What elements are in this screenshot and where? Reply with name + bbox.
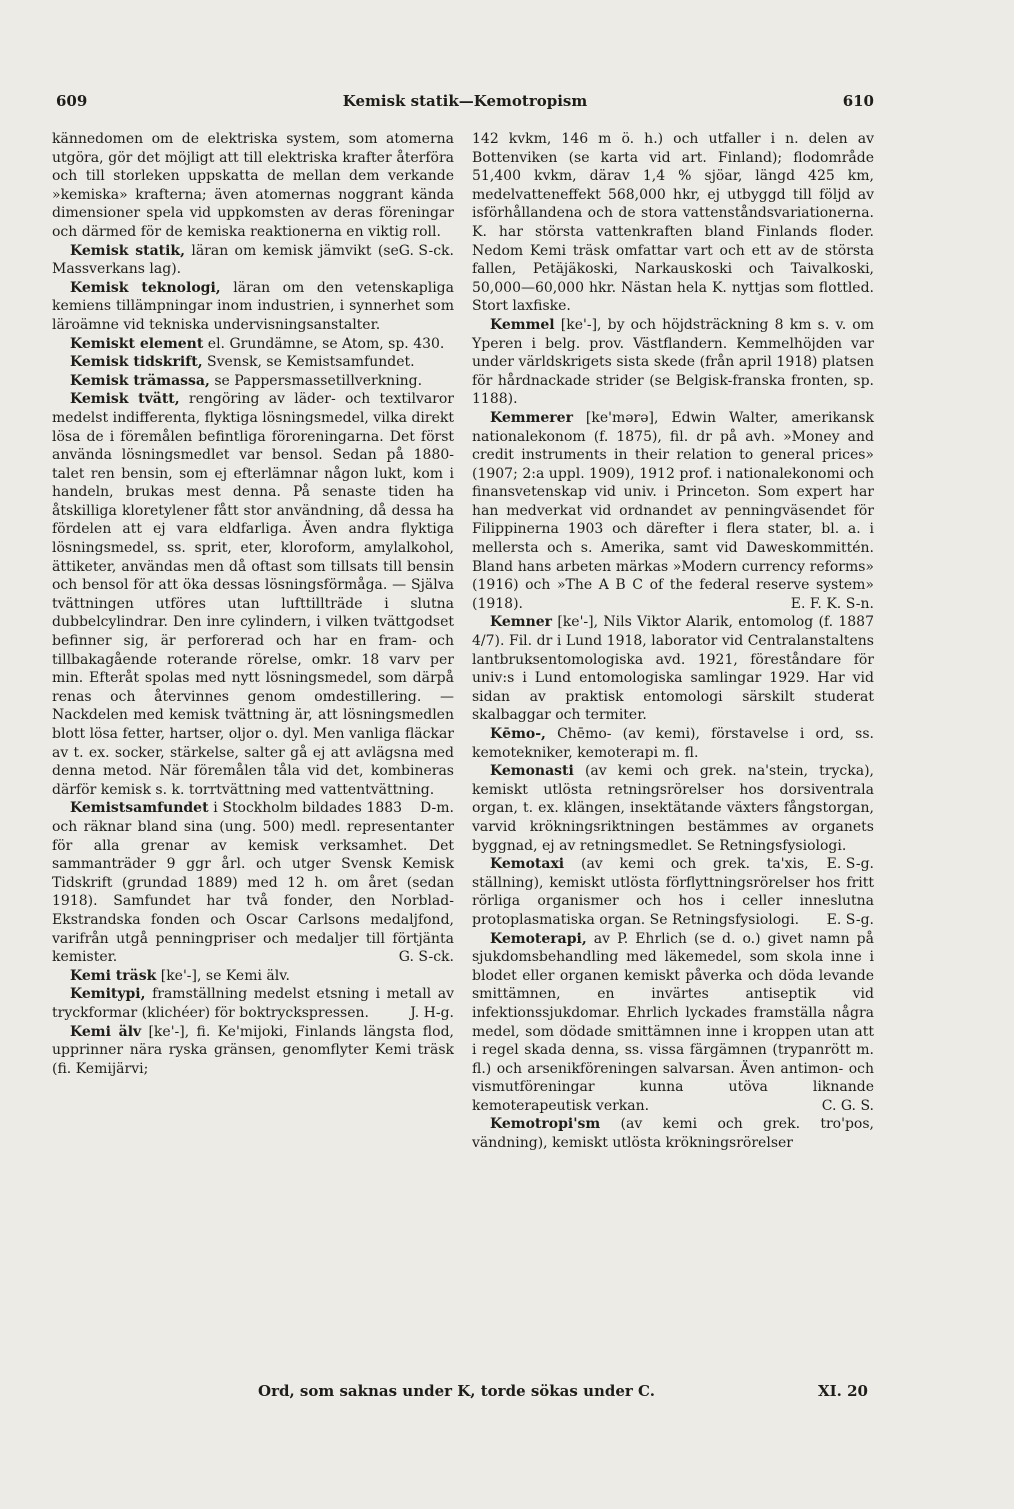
entry-headword: Kemmerer <box>490 409 573 426</box>
entry-text: [ke'-], by och höjdsträckning 8 km s. v. om Yperen i belg. prov. Västflandern. Kemmelhöjden var under världskrigets sista skede (från april 1918) platsen för hårdnackade strider (se Belgisk-franska fronten, sp. 1188). <box>472 316 874 408</box>
entry-headword: Kemitypi, <box>70 986 146 1003</box>
entry-headword: Kemmel <box>490 316 555 333</box>
article-entry <box>52 279 454 335</box>
author-signature: G. S-ck. <box>398 949 454 966</box>
entry-headword: Kemisk tvätt, <box>70 391 180 408</box>
entry-text: [ke'-], se Kemi älv. <box>156 967 290 984</box>
entry-text: kännedomen om de elektriska system, som atomerna utgöra, gör det möjligt att till elektriska krafter återföra och till storleken uppskatta de mellan dem verkande »kemiska» krafterna; även atomernas noggrant kända dimensioner spela vid uppkomsten av deras föreningar och därmed för de kemiska reaktionerna en viktig roll. <box>52 131 454 240</box>
article-entry <box>52 335 454 354</box>
entry-text: [ke'-], fi. Ke'mijoki, Finlands längsta flod, upprinner nära ryska gränsen, genomflyter Kemi träsk (fi. Kemijärvi; <box>52 1023 454 1077</box>
entry-headword: Kēmo-, <box>490 726 546 742</box>
article-entry <box>52 985 454 1022</box>
entry-headword: Kemi älv <box>70 1023 142 1040</box>
entry-text: (av kemi och grek. na'stein, trycka), kemiskt utlösta retningsrörelser hos dorsiventrala organ, t. ex. klängen, insektätande växters fångstorgan, varvid krökningsriktningen bestämmes av organets byggnad, ej av retningsmedlet. Se Retningsfysiologi. <box>472 763 874 854</box>
author-signature: E. F. K. S-n. <box>790 595 874 612</box>
entry-text: läran om kemisk jämvikt (se Massverkans lag). <box>52 242 399 278</box>
page-number-right: 610 <box>842 92 874 110</box>
article-entry <box>52 1023 454 1079</box>
entry-headword: Kemi träsk <box>70 967 157 984</box>
entry-headword: Kemotaxi <box>490 856 565 873</box>
entry-text: (av kemi och grek. ta'xis, ställning), kemiskt utlösta förflyttningsrörelser hos fritt rörliga organismer och hos i celler inneslutna protoplasmatiska organ. Se Retningsfysiologi. <box>472 856 874 928</box>
entry-headword: Kemner <box>490 614 553 631</box>
article-entry <box>472 1115 874 1152</box>
page-number-left: 609 <box>56 92 88 110</box>
entry-text: i Stockholm bildades 1883 och räknar bland sina (ung. 500) medl. representanter för alla grenar av kemisk verksamhet. Det sammanträder 9 ggr årl. och utger Svensk Kemisk Tidskrift (grundad 1889) med 12 h. om året (sedan 1918). Samfundet har två fonder, den Norblad-Ekstrandska fonden och Oscar Carlsons medaljfond, varifrån utgå penningpriser och medaljer till förtjänta kemister. <box>52 800 454 966</box>
article-entry <box>52 242 454 279</box>
author-signature: E. S-g. <box>826 856 874 873</box>
article-entry <box>472 130 874 316</box>
entry-text: [ke'-], Nils Viktor Alarik, entomolog (f. 1887 4/7). Fil. dr i Lund 1918, laborator vid Centralanstaltens lantbruksentomologiska avd. 1921, föreståndare för univ:s i Lund entomologiska samlingar 1929. Har vid sidan av praktisk entomologi särskilt studerat skalbaggar och termiter. <box>472 614 874 724</box>
entry-text: Svensk, se Kemistsamfundet. <box>202 354 415 371</box>
entry-text: rengöring av läder- och textilvaror medelst indifferenta, flyktiga lösningsmedel, vilka direkt lösa de i föremålen befintliga föroreningarna. Det först använda lösningsmedlet var bensol. Sedan på 1880-talet ren bensin, som ej efterlämnar någon lukt, kom i handeln, brukas mest denna. På senaste tiden ha åtskilliga kloretylener fått stor användning, då dessa ha fördelen att ej vara eldfarliga. Även andra flyktiga lösningsmedel, ss. sprit, eter, kloroform, amylalkohol, ättiketer, användas men då oftast som tillsats till bensin och bensol för att öka dessas lösningsförmåga. — Själva tvättningen utföres utan lufttillträde i slutna dubbelcylindrar. Den inre cylindern, i vilken tvättgodset befinner sig, är perforerad och har en fram- och tillbakagående roterande rörelse, omkr. 18 varv per min. Efteråt spolas med nytt lösningsmedel, som därpå renas och återvinnes genom omdestillering. — Nackdelen med kemisk tvättning är, att lösningsmedlen blott lösa fetter, hartser, oljor o. dyl. Men vanliga fläckar av t. ex. socker, stärkelse, salter gå ej att avlägsna med denna metod. När föremålen tåla vid det, kombineras därför kemisk s. k. torrtvättning med vattentvättning. <box>52 391 454 798</box>
footer-note: Ord, som saknas under K, torde sökas under C. <box>258 1382 655 1400</box>
article-entry <box>472 409 874 614</box>
entry-text: [ke'mərə], Edwin Walter, amerikansk nationalekonom (f. 1875), fil. dr på avh. »Money and credit instruments in their relation to general prices» (1907; 2:a uppl. 1909), 1912 prof. i nationalekonomi och finansvetenskap vid univ. i Princeton. Som expert har han medverkat vid ordnandet av penningväsendet för Filippinerna 1903 och därefter i flera stater, bl. a. i mellersta och s. Amerika, samt vid Daweskommittén. Bland hans arbeten märkas »Modern currency reforms» (1916) och »The A B C of the federal reserve system» (1918). <box>472 409 874 612</box>
article-entry <box>472 316 874 409</box>
entry-text: (av kemi och grek. tro'pos, vändning), kemiskt utlösta krökningsrörelser <box>472 1116 874 1152</box>
article-entry <box>52 799 454 966</box>
entry-headword: Kemonasti <box>490 763 574 780</box>
entry-headword: Kemoterapi, <box>490 930 587 947</box>
entry-headword: Kemisk trämassa, <box>70 372 210 389</box>
entry-text: el. Grundämne, se Atom, sp. 430. <box>203 335 445 352</box>
entry-headword: Kemiskt element <box>70 335 204 352</box>
article-entry <box>472 930 874 1116</box>
right-column <box>472 130 874 1153</box>
entry-headword: Kemisk tidskrift, <box>70 354 203 371</box>
entry-text: läran om den vetenskapliga kemiens tillämpningar inom industrien, i synnerhet som läroämne vid tekniska undervisningsanstalter. <box>52 279 454 333</box>
entry-headword: Kemistsamfundet <box>70 800 209 817</box>
entry-text: av P. Ehrlich (se d. o.) givet namn på sjukdomsbehandling med läkemedel, som skola inne i blodet eller organen kemiskt påverka och döda levande smittämnen, en invärtes antiseptik vid infektionssjukdomar. Ehrlich lyckades framställa några medel, som dödade smittämnen inne i kroppen utan att i regel skada denna, ss. vissa färgämnen (trypanrött m. fl.) och arsenikföreningen salvarsan. Även antimon- och vismutföreningar kunna utöva liknande kemoterapeutisk verkan. <box>472 930 874 1114</box>
entry-headword: Kemisk teknologi, <box>70 279 221 296</box>
author-signature: D-m. <box>420 800 454 817</box>
entry-text: se Pappersmassetillverkning. <box>209 372 423 389</box>
author-signature: E. S-g. <box>826 911 874 928</box>
entry-headword: Kemotropi'sm <box>490 1116 601 1133</box>
author-signature: G. S-ck. <box>398 242 454 259</box>
volume-number: XI. 20 <box>818 1382 868 1400</box>
entry-text: framställning medelst etsning i metall av tryckformar (klichéer) för boktryckspressen. <box>52 986 454 1021</box>
author-signature: J. H-g. <box>410 1004 454 1021</box>
running-title: Kemisk statik—Kemotropism <box>342 92 588 110</box>
left-column <box>52 130 454 1078</box>
page-header <box>56 92 874 116</box>
article-entry <box>52 967 454 986</box>
entry-text: Chēmo- (av kemi), förstavelse i ord, ss. kemotekniker, kemoterapi m. fl. <box>472 726 874 761</box>
article-entry <box>472 613 874 725</box>
article-entry <box>52 353 454 372</box>
entry-headword: Kemisk statik, <box>70 242 186 259</box>
author-signature: C. G. S. <box>821 1097 874 1114</box>
article-entry <box>472 725 874 762</box>
article-entry <box>52 372 454 391</box>
entry-text: 142 kvkm, 146 m ö. h.) och utfaller i n. delen av Bottenviken (se karta vid art. Finland); flodområde 51,400 kvkm, därav 1,4 % sjöar, längd 425 km, medelvatteneffekt 568,000 hkr, ej utbyggd till följd av isförhållandena och de stora vattenståndsvariationerna. K. har största vattenkraften bland Finlands floder. Nedom Kemi träsk omfattar vart och ett av de största fallen, Petäjäkoski, Narkauskoski och Taivalkoski, 50,000—60,000 hkr. Nästan hela K. nyttjas som flottled. Stort laxfiske. <box>472 131 874 315</box>
